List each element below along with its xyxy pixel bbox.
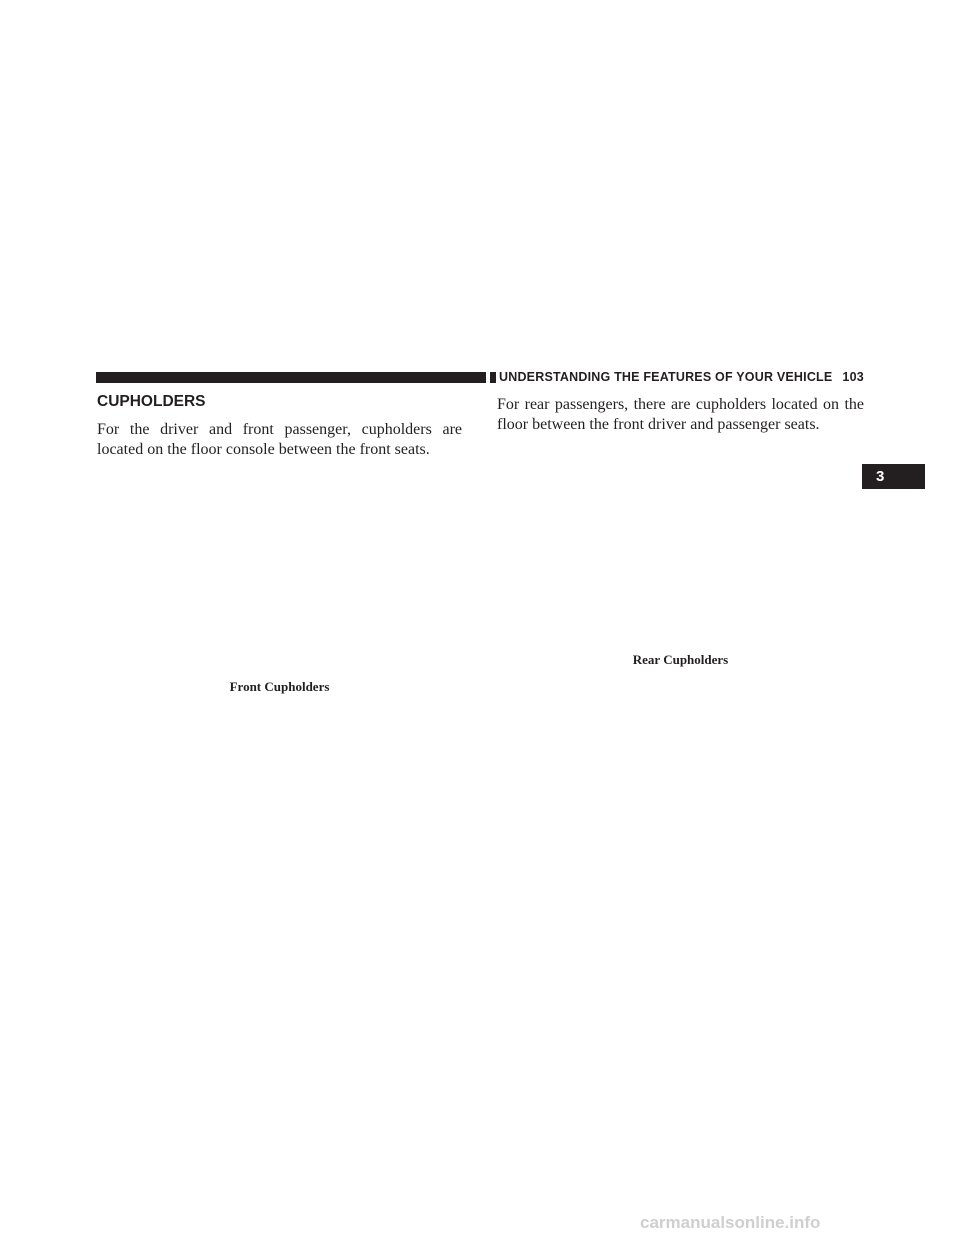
header-rule-tick bbox=[490, 372, 496, 383]
front-cupholders-paragraph: For the driver and front passenger, cupholders are located on the floor console between the front seats. bbox=[97, 421, 462, 458]
rear-cupholders-caption: Rear Cupholders bbox=[632, 652, 729, 667]
section-title: CUPHOLDERS bbox=[97, 393, 206, 410]
front-cupholders-caption: Front Cupholders bbox=[229, 679, 330, 694]
header-rule bbox=[96, 372, 486, 383]
running-head-title: UNDERSTANDING THE FEATURES OF YOUR VEHICLE bbox=[499, 370, 833, 384]
chapter-number: 3 bbox=[876, 468, 885, 485]
rear-cupholders-paragraph: For rear passengers, there are cupholders located on the floor between the front driver and passenger seats. bbox=[497, 396, 864, 433]
chapter-tab[interactable] bbox=[862, 464, 925, 489]
running-head bbox=[499, 370, 879, 385]
watermark: carmanualsonline.info bbox=[640, 1213, 821, 1232]
page-number: 103 bbox=[842, 370, 864, 384]
